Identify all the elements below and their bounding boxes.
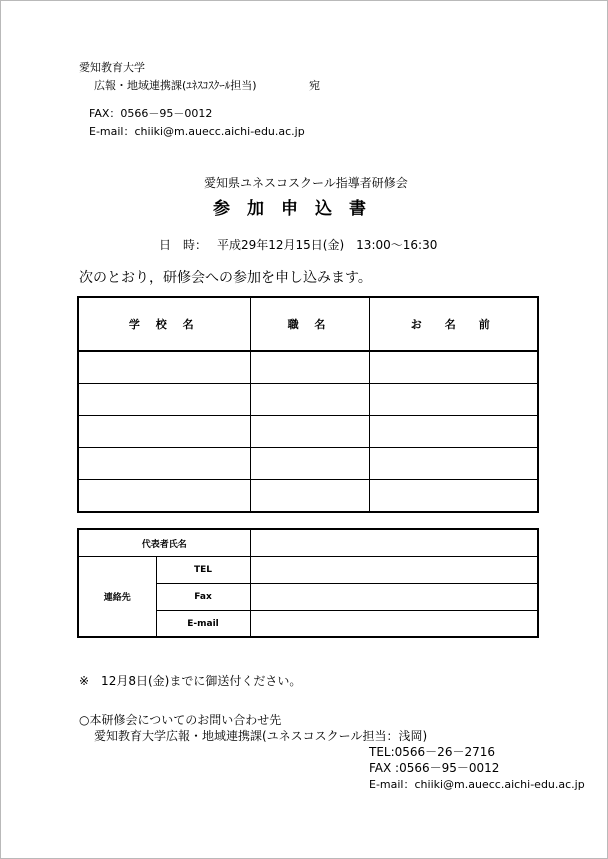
inquiry-organization: 愛知教育大学広報・地域連携課(ユネスコスクール担当：浅岡) xyxy=(94,729,428,743)
representative-field[interactable] xyxy=(250,529,538,557)
name-cell[interactable] xyxy=(369,480,538,513)
header-position: 職 名 xyxy=(250,297,369,351)
name-cell[interactable] xyxy=(369,384,538,416)
table-row xyxy=(78,448,538,480)
recipient-email: E-mail：chiiki@m.auecc.aichi-edu.ac.jp xyxy=(89,125,305,138)
position-cell[interactable] xyxy=(250,351,369,384)
recipient-university: 愛知教育大学 xyxy=(79,61,145,74)
event-name: 愛知県ユネスコスクール指導者研修会 xyxy=(204,176,408,190)
position-cell[interactable] xyxy=(250,480,369,513)
school-cell[interactable] xyxy=(78,351,250,384)
header-name: お 名 前 xyxy=(369,297,538,351)
inquiry-email: E-mail：chiiki@m.auecc.aichi-edu.ac.jp xyxy=(369,778,585,791)
inquiry-fax: FAX :0566－95－0012 xyxy=(369,761,500,775)
email-label: E-mail xyxy=(156,611,250,638)
table-row xyxy=(78,351,538,384)
contact-table xyxy=(77,528,539,638)
name-cell[interactable] xyxy=(369,416,538,448)
deadline-note: ※ 12月8日(金)までに御送付ください。 xyxy=(79,674,302,688)
header-school-name: 学 校 名 xyxy=(78,297,250,351)
contact-label: 連絡先 xyxy=(78,557,156,638)
fax-label: Fax xyxy=(156,584,250,611)
email-field[interactable] xyxy=(250,611,538,638)
participant-table-header xyxy=(78,297,538,351)
school-cell[interactable] xyxy=(78,384,250,416)
representative-label: 代表者氏名 xyxy=(78,529,250,557)
table-row xyxy=(78,384,538,416)
inquiry-heading: ○本研修会についてのお問い合わせ先 xyxy=(79,713,282,727)
table-row xyxy=(78,480,538,513)
date-value: 平成29年12月15日(金) 13:00～16:30 xyxy=(217,238,438,252)
participant-table xyxy=(77,296,539,513)
school-cell[interactable] xyxy=(78,480,250,513)
school-cell[interactable] xyxy=(78,448,250,480)
inquiry-tel: TEL:0566－26－2716 xyxy=(369,745,495,759)
intro-text: 次のとおり，研修会への参加を申し込みます。 xyxy=(79,270,372,286)
tel-field[interactable] xyxy=(250,557,538,584)
position-cell[interactable] xyxy=(250,384,369,416)
date-label: 日 時： xyxy=(159,238,208,252)
form-title: 参 加 申 込 書 xyxy=(213,199,366,219)
table-row xyxy=(78,416,538,448)
recipient-suffix: 宛 xyxy=(309,79,320,92)
tel-label: TEL xyxy=(156,557,250,584)
name-cell[interactable] xyxy=(369,448,538,480)
position-cell[interactable] xyxy=(250,448,369,480)
position-cell[interactable] xyxy=(250,416,369,448)
school-cell[interactable] xyxy=(78,416,250,448)
recipient-department: 広報・地域連携課(ﾕﾈｽｺｽｸｰﾙ担当) xyxy=(94,79,257,92)
recipient-fax: FAX：0566－95－0012 xyxy=(89,107,213,120)
fax-field[interactable] xyxy=(250,584,538,611)
name-cell[interactable] xyxy=(369,351,538,384)
